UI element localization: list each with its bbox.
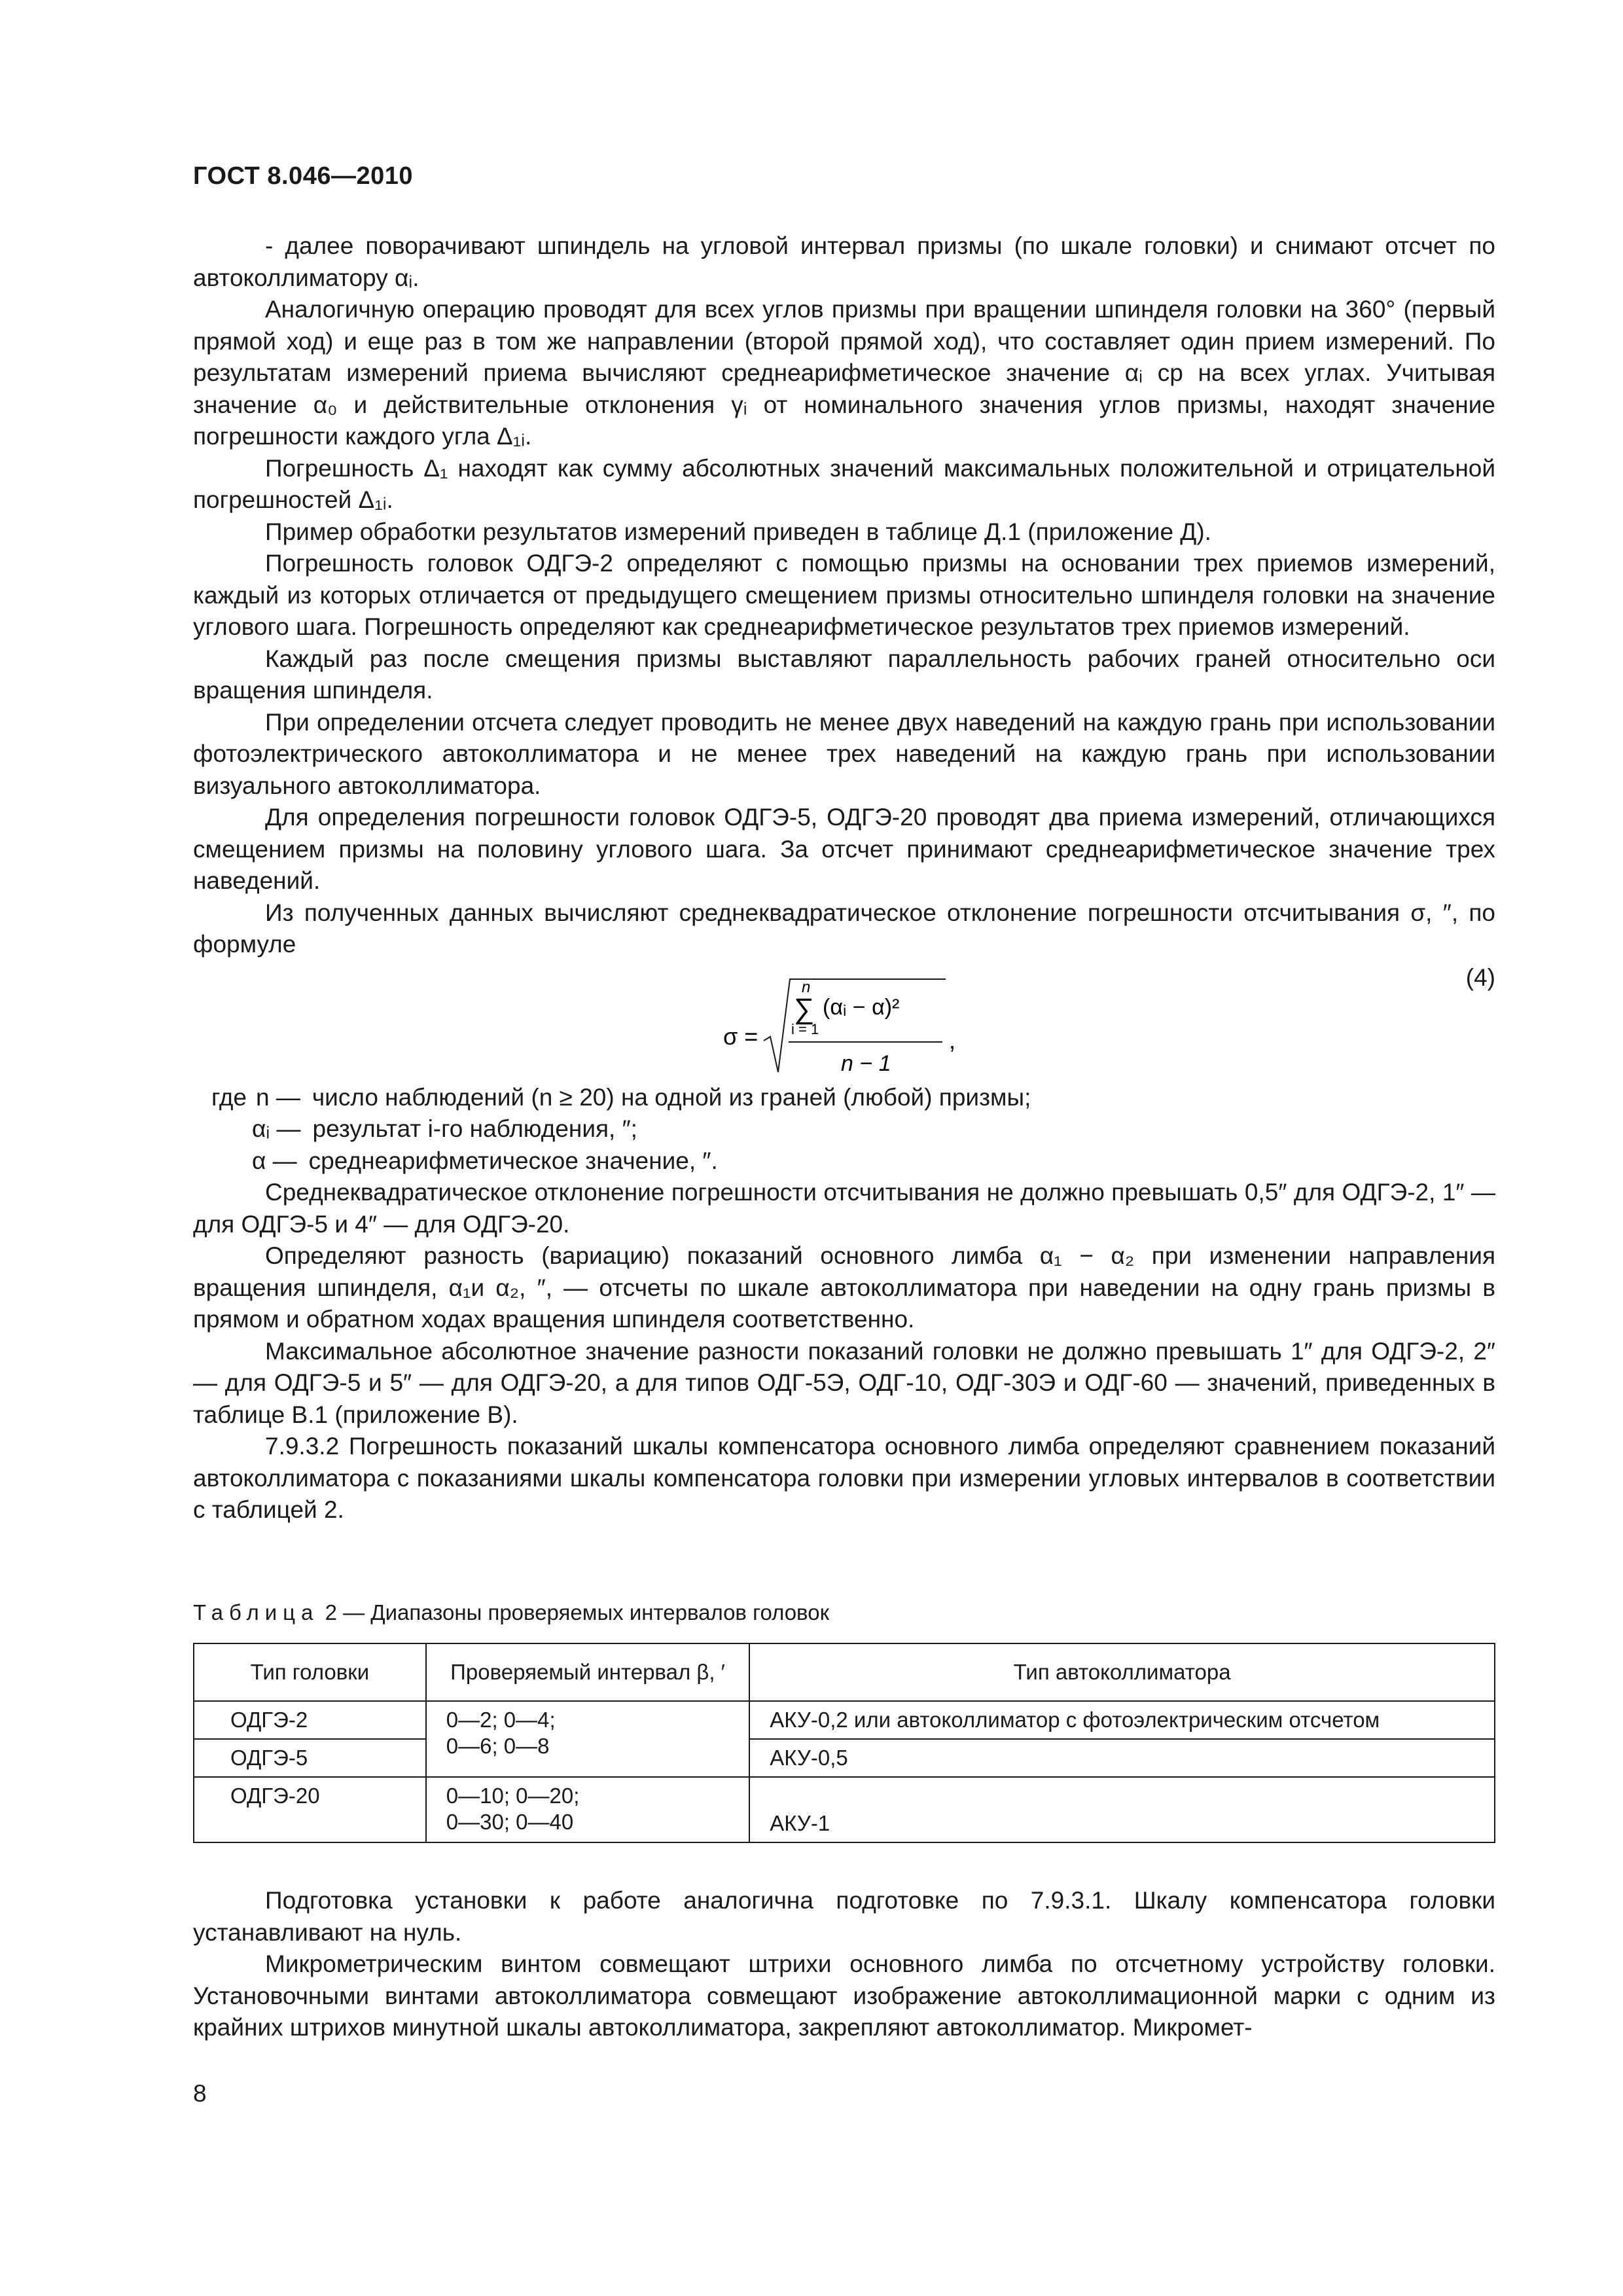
formula-number: (4) — [1465, 963, 1495, 991]
formula-trail: , — [949, 1026, 956, 1054]
paragraph: Погрешность головок ОДГЭ-2 определяют с помощью призмы на основании трех приемов измерений, каждый из которых отличается от предыдущего смещением призмы относительно шпинделя головки на значение углового шага. Погрешность определяют как среднеарифметическое результатов трех приемов измерений. — [193, 550, 1495, 640]
interval-line: 0—6; 0—8 — [446, 1734, 550, 1758]
table-row — [194, 1777, 1495, 1842]
interval-line: 0—10; 0—20; — [446, 1784, 580, 1808]
where-symbol: αᵢ — — [252, 1115, 301, 1142]
paragraph: Определяют разность (вариацию) показаний основного лимба α₁ − α₂ при изменении направления вращения шпинделя, α₁и α₂, ″, — отсчеты по шкале автоколлиматора при наведении на одну грань призмы в прямом и обратном ходах вращения шпинделя соответственно. — [193, 1242, 1495, 1333]
where-row — [193, 1145, 1495, 1177]
paragraph: При определении отсчета следует проводить не менее двух наведений на каждую грань при использовании фотоэлектрического автоколлиматора и не менее трех наведений на каждую грань при использовании визуального автоколлиматора. — [193, 708, 1495, 799]
where-description: результат i-го наблюдения, ″; — [312, 1115, 637, 1142]
table-cell-autocollimator: АКУ-1 — [749, 1777, 1495, 1842]
table-row — [194, 1701, 1495, 1739]
table-row — [194, 1739, 1495, 1777]
sum-upper-limit: n — [802, 978, 811, 996]
paragraph: Аналогичную операцию проводят для всех углов призмы при вращении шпинделя головки на 360° (первый прямой ход) и еще раз в том же направлении (второй прямой ход), что составляет один прием измерений. По результатам измерений приема вычисляют среднеарифметическое значение αᵢ ср на всех углах. Учитывая значение α₀ и действительные отклонения γᵢ от номинального значения углов призмы, находят значение погрешности каждого угла Δ₁ᵢ. — [193, 296, 1495, 450]
sigma-formula — [723, 967, 1005, 1082]
paragraph: Для определения погрешности головок ОДГЭ-5, ОДГЭ-20 проводят два приема измерений, отличающихся смещением призмы на половину углового шага. За отсчет принимают среднеарифметическое значение трех наведений. — [193, 804, 1495, 894]
table-header-cell: Проверяемый интервал β, ′ — [426, 1643, 750, 1701]
table-header-cell: Тип головки — [194, 1643, 426, 1701]
page-number: 8 — [193, 2080, 207, 2107]
table-cell-type: ОДГЭ-20 — [194, 1777, 426, 1842]
sum-lower-limit: i = 1 — [791, 1020, 819, 1037]
body-text — [193, 230, 1495, 1526]
table-cell-autocollimator: АКУ-0,5 — [749, 1739, 1495, 1777]
paragraph: Каждый раз после смещения призмы выставляют параллельность рабочих граней относительно оси вращения шпинделя. — [193, 645, 1495, 704]
table-cell-type: ОДГЭ-2 — [194, 1701, 426, 1739]
where-lead: где — [211, 1083, 247, 1111]
interval-line: 0—30; 0—40 — [446, 1810, 574, 1834]
formula-denominator: n − 1 — [841, 1050, 891, 1076]
table-cell-type: ОДГЭ-5 — [194, 1739, 426, 1777]
paragraph: Погрешность Δ₁ находят как сумму абсолютных значений максимальных положительной и отрицательной погрешностей Δ₁ᵢ. — [193, 454, 1495, 513]
paragraph: Подготовка установки к работе аналогична подготовке по 7.9.3.1. Шкалу компенсатора головки устанавливают на нуль. — [193, 1887, 1495, 1946]
where-row — [193, 1082, 1495, 1114]
formula-block — [193, 961, 1495, 1082]
where-list — [193, 1082, 1495, 1177]
table-cell-autocollimator: АКУ-0,2 или автоколлиматор с фотоэлектрическим отсчетом — [749, 1701, 1495, 1739]
where-symbol: n — — [256, 1083, 300, 1111]
table-cell-interval — [426, 1777, 750, 1842]
table-header-row — [194, 1643, 1495, 1701]
table-caption — [193, 1600, 829, 1625]
formula-lhs: σ = — [723, 1022, 758, 1050]
paragraph: Максимальное абсолютное значение разности показаний головки не должно превышать 1″ для ОДГЭ-2, 2″ — для ОДГЭ-5 и 5″ — для ОДГЭ-20, а для типов ОДГ-5Э, ОДГ-10, ОДГ-30Э и ОДГ-60 — значений, приведенных в таблице В.1 (приложение В). — [193, 1337, 1495, 1428]
table-cell-interval — [426, 1701, 750, 1777]
where-description: число наблюдений (n ≥ 20) на одной из граней (любой) призмы; — [312, 1083, 1031, 1111]
table-header-cell: Тип автоколлиматора — [749, 1643, 1495, 1701]
formula-numerator: (αᵢ − α)² — [823, 994, 900, 1020]
paragraph: Среднеквадратическое отклонение погрешности отсчитывания не должно превышать 0,5″ для ОДГЭ-2, 1″ — для ОДГЭ-5 и 4″ — для ОДГЭ-20. — [193, 1179, 1495, 1238]
paragraph: - далее поворачивают шпиндель на угловой интервал призмы (по шкале головки) и снимают отсчет по автоколлиматору αᵢ. — [193, 232, 1495, 291]
paragraph: Пример обработки результатов измерений приведен в таблице Д.1 (приложение Д). — [265, 518, 1211, 545]
paragraph: Микрометрическим винтом совмещают штрихи основного лимба по отсчетному устройству головки. Установочными винтами автоколлиматора совмещают изображение автоколлимационной марки с одним из крайних штрихов минутной шкалы автоколлиматора, закрепляют автоколлиматор. Микромет- — [193, 1950, 1495, 2041]
where-symbol: α — — [252, 1147, 297, 1174]
after-table-text — [193, 1885, 1495, 2044]
table-caption-word: Таблица — [193, 1600, 319, 1624]
where-description: среднеарифметическое значение, ″. — [308, 1147, 718, 1174]
paragraph: Из полученных данных вычисляют среднеквадратическое отклонение погрешности отсчитывания σ, ″, по формуле — [193, 899, 1495, 958]
sum-symbol: ∑ — [794, 992, 815, 1025]
page-header: ГОСТ 8.046—2010 — [193, 162, 413, 190]
where-row — [193, 1113, 1495, 1145]
table-caption-text: 2 — Диапазоны проверяемых интервалов головок — [325, 1600, 830, 1624]
intervals-table — [193, 1643, 1495, 1843]
interval-line: 0—2; 0—4; — [446, 1708, 556, 1732]
paragraph: 7.9.3.2 Погрешность показаний шкалы компенсатора основного лимба определяют сравнением показаний автоколлиматора с показаниями шкалы компенсатора головки при измерении угловых интервалов в соответствии с таблицей 2. — [193, 1433, 1495, 1523]
